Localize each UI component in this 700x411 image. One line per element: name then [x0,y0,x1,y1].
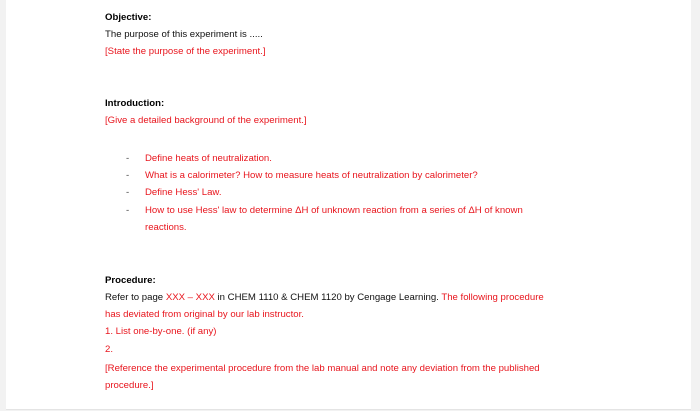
refer-middle: in CHEM 1110 & CHEM 1120 by Cengage Learning. [214,292,442,303]
intro-bullet-continuation: reactions. [145,222,187,233]
intro-bullet-item: How to use Hess' law to determine ΔH of unknown reaction from a series of ΔH of known [145,205,523,216]
intro-bullet-item: What is a calorimeter? How to measure heats of neutralization by calorimeter? [145,170,478,181]
procedure-reference-line [105,291,544,304]
refer-red-tail: The following procedure [441,292,544,303]
bullet-dash: - [126,187,130,198]
introduction-instruction: [Give a detailed background of the experiment.] [105,115,307,126]
procedure-step: 2. [105,344,114,355]
bullet-dash: - [126,205,130,216]
objective-instruction: [State the purpose of the experiment.] [105,46,266,57]
objective-line: The purpose of this experiment is ..... [105,29,263,40]
objective-heading: Objective: [105,12,152,23]
procedure-deviation-line: has deviated from original by our lab instructor. [105,309,304,320]
procedure-instruction: [Reference the experimental procedure from the lab manual and note any deviation from the published [105,363,540,374]
intro-bullet-item: Define Hess' Law. [145,187,222,198]
refer-pages: XXX – XXX [165,292,215,303]
bullet-dash: - [126,153,130,164]
procedure-step: 1. List one-by-one. (if any) [105,326,217,337]
introduction-heading: Introduction: [105,98,165,109]
bullet-dash: - [126,170,130,181]
intro-bullet-item: Define heats of neutralization. [145,153,272,164]
procedure-instruction-continuation: procedure.] [105,380,154,391]
document-page [6,0,691,410]
refer-prefix: Refer to page [105,292,166,303]
procedure-heading: Procedure: [105,275,156,286]
